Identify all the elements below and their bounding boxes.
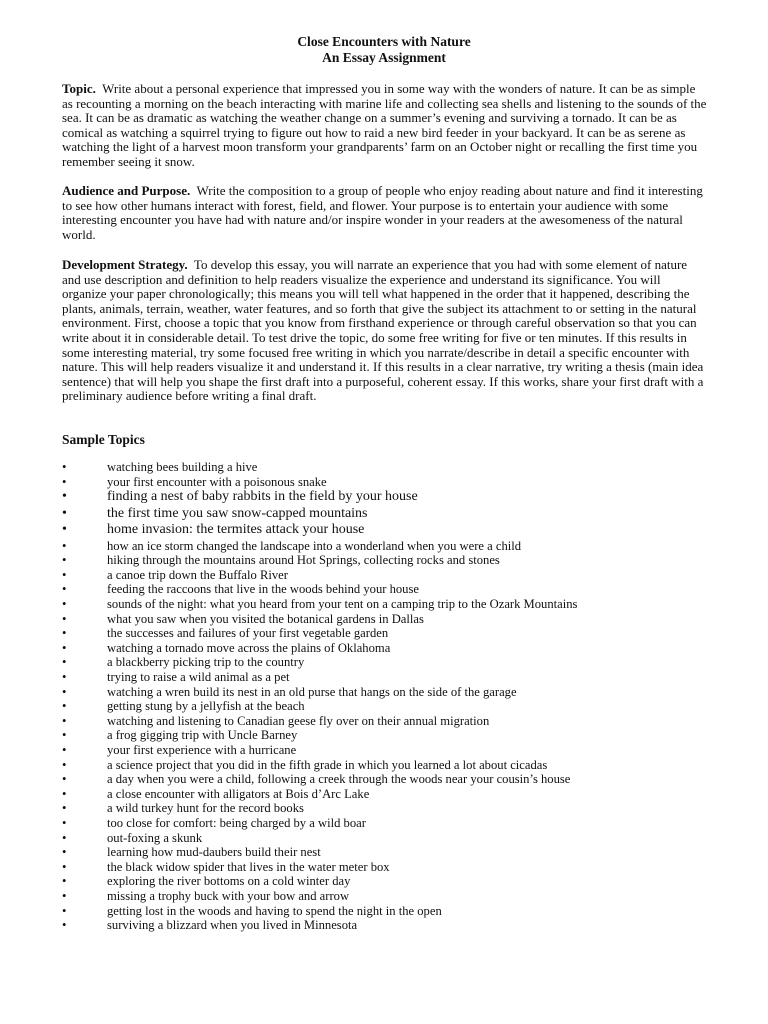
topic-text: home invasion: the termites attack your house: [107, 522, 365, 538]
topic-text: out-foxing a skunk: [107, 830, 203, 845]
list-item: [62, 860, 722, 875]
audience-heading: Audience and Purpose.: [62, 183, 191, 198]
bullet-icon: •: [62, 815, 67, 830]
bullet-icon: •: [62, 474, 67, 489]
bullet-icon: •: [62, 728, 67, 743]
topic-text: getting stung by a jellyfish at the beach: [107, 699, 305, 714]
topic-text: your first encounter with a poisonous snake: [107, 474, 327, 489]
list-item: [62, 801, 722, 816]
topic-text: how an ice storm changed the landscape into a wonderland when you were a child: [107, 538, 522, 553]
bullet-icon: •: [62, 757, 67, 772]
topic-text: a frog gigging trip with Uncle Barney: [107, 728, 298, 743]
topic-text: sounds of the night: what you heard from your tent on a camping trip to the Ozark Mountains: [107, 597, 578, 612]
bullet-icon: •: [62, 845, 67, 860]
list-item: [62, 626, 722, 641]
topic-text: missing a trophy buck with your bow and arrow: [107, 888, 350, 903]
bullet-icon: •: [62, 626, 67, 641]
topic-text: the successes and failures of your first vegetable garden: [107, 626, 389, 641]
topic-text: finding a nest of baby rabbits in the field by your house: [107, 489, 418, 505]
list-item: [62, 568, 722, 583]
bullet-icon: •: [62, 597, 67, 612]
bullet-icon: •: [62, 460, 67, 474]
bullet-icon: •: [62, 859, 67, 874]
list-item: [62, 728, 722, 743]
topic-text: a science project that you did in the fifth grade in which you learned a lot about cicadas: [107, 757, 548, 772]
list-item: [62, 670, 722, 685]
bullet-icon: •: [62, 538, 67, 553]
bullet-icon: •: [62, 743, 67, 757]
topic-text: the first time you saw snow-capped mountains: [107, 505, 368, 521]
sample-topics-heading: Sample Topics: [62, 432, 145, 447]
list-item: [62, 816, 722, 831]
topic-text: hiking through the mountains around Hot Springs, collecting rocks and stones: [107, 553, 500, 568]
topic-text: a close encounter with alligators at Bois d’Arc Lake: [107, 786, 370, 801]
bullet-icon: •: [62, 918, 67, 933]
bullet-icon: •: [62, 830, 67, 845]
document-subtitle: An Essay Assignment: [322, 50, 446, 65]
list-item: [62, 685, 722, 700]
list-item: [62, 714, 722, 729]
topic-text: watching and listening to Canadian geese fly over on their annual migration: [107, 713, 490, 728]
sample-topics-list: [62, 460, 722, 933]
list-item: [62, 889, 722, 904]
topic-text: a blackberry picking trip to the country: [107, 655, 305, 670]
strategy-body: To develop this essay, you will narrate an experience that you had with some element of nature and use description and definition to help readers visualize the experience and understand its significance. You will organize your paper chronologically; this means you will tell what happened in the order that it happened, describing the plants, animals, terrain, weather, water features, and so forth that give the subject its attachment to or setting in the natural environment. First, choose a topic that you know from firsthand experience or through careful observation so that you can write about it in considerable detail. To test drive the topic, do some free writing for five or ten minutes. If this results in some interesting material, try some focused free writing in which you narrate/describe in detail a specific encounter with nature. This will help readers visualize it and understand it. If this results in a clear narrative, try writing a thesis (main idea sentence) that will help you shape the first draft into a purposeful, coherent essay. If this works, share your first draft with a preliminary audience before writing a final draft.: [62, 257, 704, 404]
list-item: [62, 489, 722, 506]
bullet-icon: •: [62, 567, 67, 582]
list-item: [62, 539, 722, 554]
list-item: [62, 655, 722, 670]
bullet-icon: •: [62, 505, 67, 521]
list-item: [62, 582, 722, 597]
list-item: [62, 772, 722, 787]
topic-text: the black widow spider that lives in the water meter box: [107, 859, 390, 874]
topic-text: too close for comfort: being charged by a wild boar: [107, 815, 366, 830]
list-item: [62, 787, 722, 802]
document-title: Close Encounters with Nature: [297, 34, 471, 49]
list-item: [62, 475, 722, 490]
strategy-paragraph: [62, 258, 708, 404]
topic-text: a day when you were a child, following a creek through the woods near your cousin’s house: [107, 772, 571, 787]
bullet-icon: •: [62, 888, 67, 903]
bullet-icon: •: [62, 640, 67, 655]
list-item: [62, 641, 722, 656]
audience-paragraph: [62, 184, 708, 242]
topic-text: watching bees building a hive: [107, 460, 258, 474]
bullet-icon: •: [62, 611, 67, 626]
bullet-icon: •: [62, 801, 67, 816]
list-item: [62, 758, 722, 773]
topic-text: learning how mud-daubers build their nest: [107, 845, 321, 860]
list-item: [62, 904, 722, 919]
topic-text: a wild turkey hunt for the record books: [107, 801, 304, 816]
strategy-heading: Development Strategy.: [62, 257, 188, 272]
topic-text: getting lost in the woods and having to spend the night in the open: [107, 903, 442, 918]
bullet-icon: •: [62, 553, 67, 568]
bullet-icon: •: [62, 699, 67, 714]
bullet-icon: •: [62, 772, 67, 787]
bullet-icon: •: [62, 582, 67, 597]
topic-body: Write about a personal experience that impressed you in some way with the wonders of nature. It can be as simple as recounting a morning on the beach interacting with marine life and collecting sea shells and listening to the sounds of the sea. It can be as dramatic as watching the weather change on a summer’s evening and surviving a tornado. It can be as comical as watching a squirrel trying to figure out how to raid a new bird feeder in your backyard. It can be as serene as watching the light of a harvest moon transform your grandparents’ farm on an October night or recalling the first time you remember seeing it snow.: [62, 81, 707, 169]
bullet-icon: •: [62, 874, 67, 889]
list-item: [62, 612, 722, 627]
topic-text: what you saw when you visited the botanical gardens in Dallas: [107, 611, 424, 626]
list-item: [62, 506, 722, 523]
list-item: [62, 743, 722, 758]
list-item: [62, 522, 722, 539]
title-block: [0, 34, 768, 66]
bullet-icon: •: [62, 713, 67, 728]
list-item: [62, 699, 722, 714]
topic-text: your first experience with a hurricane: [107, 743, 297, 757]
bullet-icon: •: [62, 522, 67, 538]
bullet-icon: •: [62, 684, 67, 699]
list-item: [62, 845, 722, 860]
topic-text: trying to raise a wild animal as a pet: [107, 670, 290, 685]
list-item: [62, 553, 722, 568]
bullet-icon: •: [62, 786, 67, 801]
topic-text: watching a wren build its nest in an old purse that hangs on the side of the garage: [107, 684, 517, 699]
topic-text: a canoe trip down the Buffalo River: [107, 567, 288, 582]
audience-body: Write the composition to a group of people who enjoy reading about nature and find it interesting to see how other humans interact with forest, field, and flower. Your purpose is to entertain your audience with some interesting encounter you have had with nature and/or inspire wonder in your readers at the awesomeness of the natural world.: [62, 183, 703, 242]
bullet-icon: •: [62, 489, 67, 505]
topic-text: feeding the raccoons that live in the woods behind your house: [107, 582, 419, 597]
topic-paragraph: [62, 82, 708, 170]
topic-text: watching a tornado move across the plains of Oklahoma: [107, 640, 391, 655]
topic-text: exploring the river bottoms on a cold winter day: [107, 874, 351, 889]
list-item: [62, 597, 722, 612]
topic-text: surviving a blizzard when you lived in Minnesota: [107, 918, 358, 933]
list-item: [62, 874, 722, 889]
bullet-icon: •: [62, 670, 67, 685]
list-item: [62, 918, 722, 933]
bullet-icon: •: [62, 903, 67, 918]
list-item: [62, 460, 722, 475]
bullet-icon: •: [62, 655, 67, 670]
topic-heading: Topic.: [62, 81, 96, 96]
list-item: [62, 831, 722, 846]
